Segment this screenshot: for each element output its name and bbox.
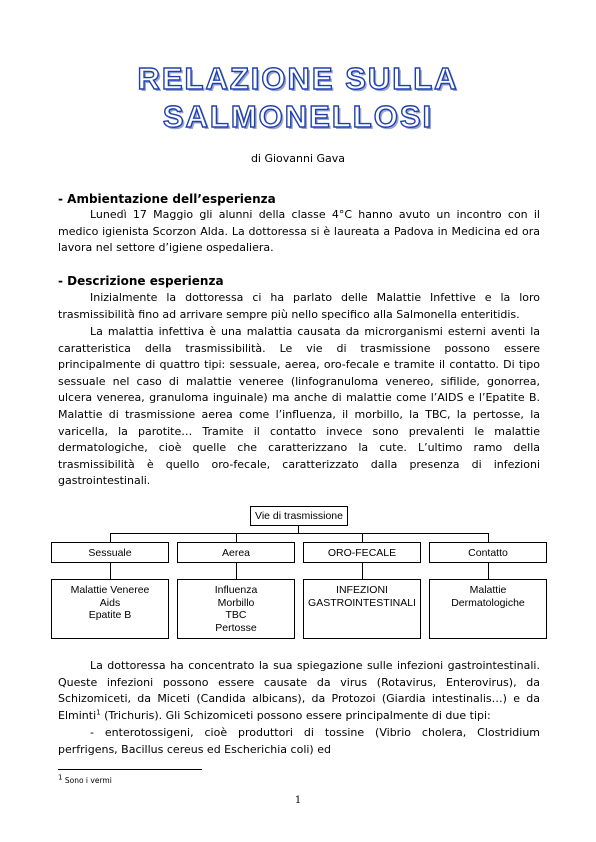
diagram-root-box: Vie di trasmissione: [250, 506, 348, 526]
diagram-detail-item: Epatite B: [88, 609, 132, 621]
paragraph-enterotossigeni: - enterotossigeni, cioè produttori di tossine (Vibrio cholera, Clostridium perfrigens, Bacillus cereus ed Escherichia coli) ed: [58, 726, 540, 756]
title-line-1: RELAZIONE SULLA: [137, 61, 459, 96]
diagram-detail-box: [303, 579, 421, 639]
diagram-connector: [362, 563, 363, 579]
diagram-detail-item: INFEZIONI: [336, 584, 388, 596]
diagram-detail-item: Influenza: [214, 584, 258, 596]
diagram-category-box: Aerea: [177, 542, 295, 563]
diagram-connector: [488, 563, 489, 579]
diagram-connector: [298, 526, 299, 533]
diagram-detail-box: [177, 579, 295, 639]
section-heading-descrizione: - Descrizione esperienza: [58, 274, 224, 288]
diagram-detail-item: Aids: [99, 596, 121, 609]
document-title: [0, 60, 596, 136]
footnote-reference: 1: [96, 708, 101, 717]
diagram-category-box: ORO-FECALE: [303, 542, 421, 563]
diagram-detail-item: Morbillo: [217, 596, 255, 609]
diagram-detail-item: Pertosse: [215, 621, 257, 634]
diagram-connector: [236, 533, 237, 542]
diagram-detail-item: Malattie Veneree: [70, 584, 150, 596]
diagram-connector: [488, 533, 489, 542]
footnote: [58, 773, 112, 785]
page-number: 1: [294, 795, 302, 806]
paragraph-infezioni-text-2: (Trichuris). Gli Schizomiceti possono essere principalmente di due tipi:: [100, 708, 491, 722]
diagram-detail-item: TBC: [225, 609, 247, 621]
diagram-connector: [110, 533, 111, 542]
diagram-connector: [110, 533, 488, 534]
diagram-connector: [236, 563, 237, 579]
footnote-separator: [58, 769, 202, 770]
section-heading-ambientazione: - Ambientazione dell’esperienza: [58, 192, 276, 206]
paragraph-infezioni-text-1: La dottoressa ha concentrato la sua spiegazione sulle infezioni gastrointestinali. Queste infezioni possono essere causate da virus (Rotavirus, Enterovirus), da Schizomiceti, da Miceti (Candida albicans), da Protozoi (Giardia intestinalis…) e da Elminti: [58, 659, 540, 722]
footnote-mark: 1: [58, 773, 63, 782]
paragraph-infezioni: [58, 658, 540, 724]
diagram-detail-box: [51, 579, 169, 639]
author-line: di Giovanni Gava: [250, 152, 346, 165]
paragraph-ambientazione: Lunedì 17 Maggio gli alunni della classe 4°C hanno avuto un incontro con il medico igienista Scorzon Alda. La dottoressa si è laureata a Padova in Medicina ed ora lavora nel settore d’igiene ospedaliera.: [58, 208, 540, 255]
diagram-connector: [110, 563, 111, 579]
diagram-detail-box: [429, 579, 547, 639]
diagram-detail-item: Malattie: [469, 584, 507, 596]
diagram-detail-item: Dermatologiche: [451, 596, 525, 609]
diagram-connector: [362, 533, 363, 542]
paragraph-descrizione-1: Inizialmente la dottoressa ci ha parlato delle Malattie Infettive e la loro trasmissibilità fino ad arrivare sempre più nello specifico alla Salmonella enteritidis.: [58, 291, 540, 321]
title-line-2: SALMONELLOSI: [162, 99, 434, 134]
diagram-detail-item: GASTROINTESTINALI: [308, 596, 416, 609]
diagram-category-box: Contatto: [429, 542, 547, 563]
footnote-text: Sono i vermi: [62, 776, 112, 785]
diagram-category-box: Sessuale: [51, 542, 169, 563]
paragraph-descrizione-2: La malattia infettiva è una malattia causata da microrganismi esterni aventi la caratteristica della trasmissibilità. Le vie di trasmissione possono essere principalmente di quattro tipi: sessuale, aerea, oro-fecale e tramite il contatto. Di tipo sessuale nel caso di malattie veneree (linfogranuloma venereo, sifilide, gonorrea, ulcera venerea, granuloma inguinale) ma anche di malattie come l’AIDS e l’Epatite B. Malattie di trasmissione aerea come l’influenza, il morbillo, la TBC, la pertosse, la varicella, la parotite… Tramite il contatto invece sono prevalenti le malattie dermatologiche, cioè quelle che caratterizzano la cute. L’ultimo ramo della trasmissibilità è quello oro-fecale, caratterizzato dalla presenza di infezioni gastrointestinali.: [58, 325, 540, 488]
